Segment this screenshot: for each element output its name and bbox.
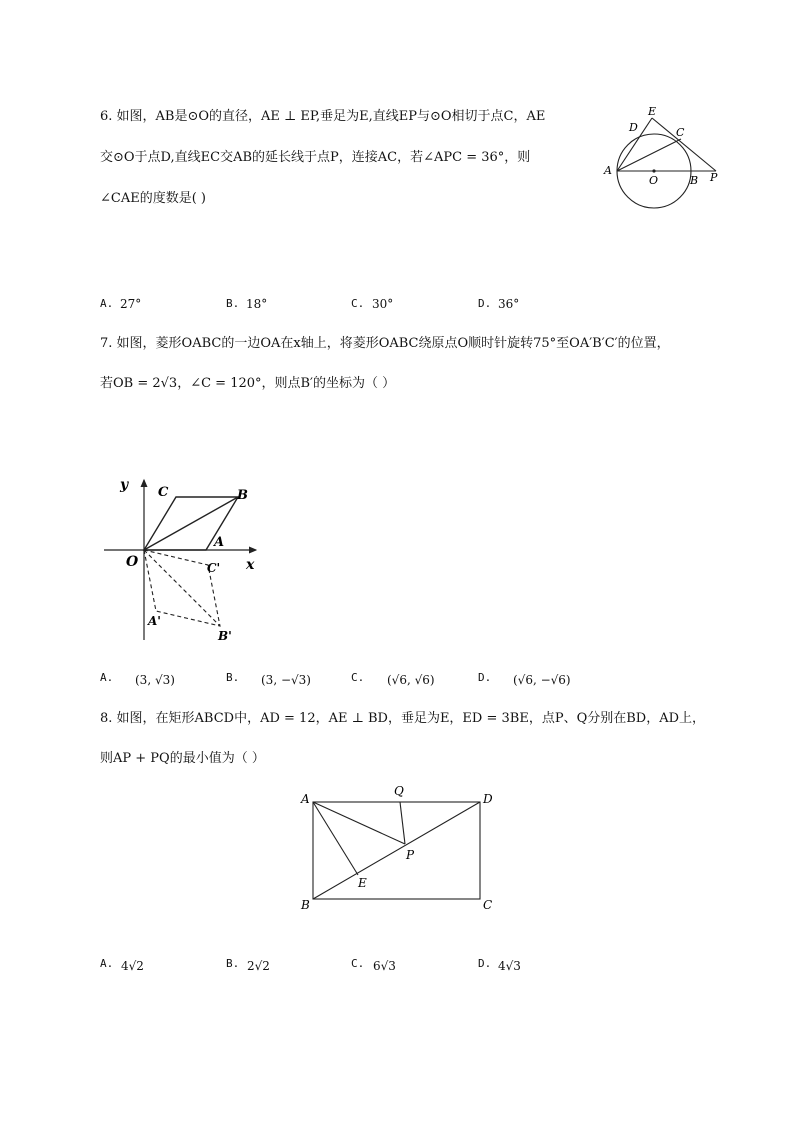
q7-option-d-letter: D. [478, 671, 492, 684]
q7-option-c-letter: C. [351, 671, 365, 684]
q6-label-e: E [648, 105, 657, 118]
q6-label-c: C [676, 126, 685, 139]
q8-option-b-value: 2√2 [247, 959, 270, 973]
q8-option-d-letter: D. [478, 957, 492, 970]
q7-option-a-letter: A. [100, 671, 114, 684]
q6-option-b-value: 18° [246, 297, 268, 311]
q6-center-dot [652, 169, 655, 172]
q8-label-b: B [301, 898, 310, 912]
q7-option-a-value: (3, √3) [135, 673, 175, 687]
q7-label-a-prime: A' [148, 614, 161, 628]
q8-stem-line-1: 8. 如图，在矩形ABCD中，AD = 12，AE ⊥ BD，垂足为E，ED = 3BE，点P、Q分别在BD，AD上， [100, 711, 706, 726]
q8-label-p: P [406, 848, 415, 862]
q8-line-ae [313, 802, 358, 875]
q6-option-b-letter: B. [226, 297, 240, 310]
q7-label-b: B [237, 488, 248, 503]
q7-label-a: A [214, 535, 225, 550]
q7-label-x: x [246, 557, 255, 573]
q6-label-b: B [690, 174, 699, 187]
q6-option-c-value: 30° [372, 297, 394, 311]
q8-label-e: E [358, 876, 367, 890]
q6-label-o: O [649, 174, 659, 187]
q8-option-a-value: 4√2 [121, 959, 144, 973]
q7-label-y: y [120, 477, 129, 493]
q6-stem-line-3: ∠CAE的度数是( ) [100, 191, 206, 206]
q6-label-a: A [604, 164, 612, 177]
q8-option-b-letter: B. [226, 957, 240, 970]
q8-option-a-letter: A. [100, 957, 114, 970]
q8-line-pq [400, 802, 405, 844]
q7-option-b-value: (3, −√3) [261, 673, 311, 687]
q6-option-d-letter: D. [478, 297, 492, 310]
q7-label-c-prime: C' [207, 561, 221, 575]
q6-label-d: D [629, 121, 638, 134]
q6-label-p: P [710, 171, 718, 184]
q8-label-q: Q [394, 784, 404, 798]
q7-label-c: C [158, 485, 169, 500]
q7-label-b-prime: B' [218, 629, 232, 643]
q8-diagonal-bd [313, 802, 480, 899]
q7-stem-line-2: 若OB = 2√3，∠C = 120°，则点B′的坐标为（ ） [100, 376, 396, 391]
q8-stem-line-2: 则AP + PQ的最小值为（ ） [100, 751, 265, 766]
q7-option-d-value: (√6, −√6) [513, 673, 571, 687]
q6-option-d-value: 36° [498, 297, 520, 311]
q7-stem-line-1: 7. 如图，菱形OABC的一边OA在x轴上，将菱形OABC绕原点O顺时针旋转75°至OA′B′C′的位置， [100, 336, 670, 351]
q7-option-c-value: (√6, √6) [387, 673, 435, 687]
q8-label-d: D [483, 792, 493, 806]
q8-option-c-value: 6√3 [373, 959, 396, 973]
q7-option-b-letter: B. [226, 671, 240, 684]
q8-label-a: A [301, 792, 310, 806]
q8-line-ap [313, 802, 405, 844]
q8-label-c: C [483, 898, 493, 912]
q6-option-a-letter: A. [100, 297, 114, 310]
q8-rectangle-figure [296, 780, 502, 914]
q6-option-a-value: 27° [120, 297, 142, 311]
q8-option-d-value: 4√3 [498, 959, 521, 973]
q7-rhombus-figure [100, 474, 265, 646]
q6-option-c-letter: C. [351, 297, 365, 310]
q6-stem-line-1: 6. 如图，AB是⊙O的直径，AE ⊥ EP,垂足为E,直线EP与⊙O相切于点C，AE [100, 109, 546, 124]
q6-circle-figure [598, 100, 726, 210]
q7-label-o: O [126, 554, 139, 570]
q6-stem-line-2: 交⊙O于点D,直线EC交AB的延长线于点P，连接AC，若∠APC = 36°，则 [100, 150, 531, 165]
q6-line-ac [617, 139, 681, 171]
q8-option-c-letter: C. [351, 957, 365, 970]
